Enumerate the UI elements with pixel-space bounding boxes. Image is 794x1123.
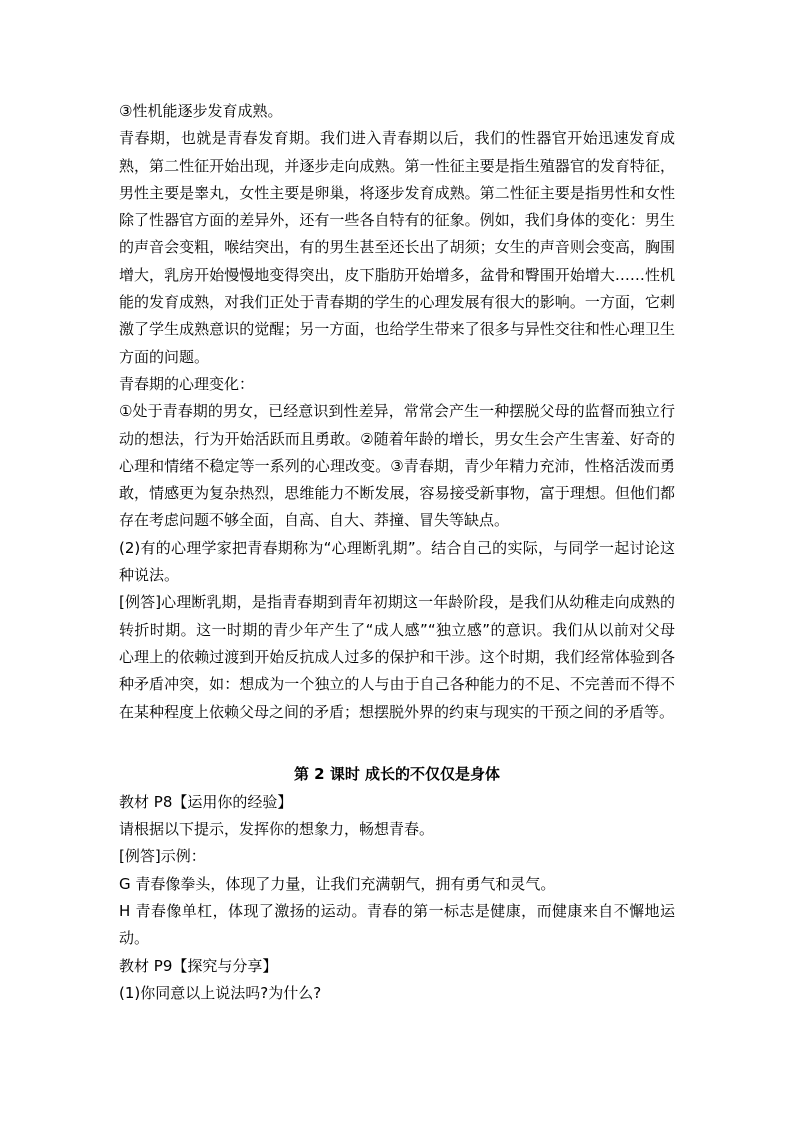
- paragraph: 青春期的心理变化：: [119, 374, 255, 393]
- paragraph: ①处于青春期的男女，已经意识到性差异，常常会产生一种摆脱父母的监督而独立行动的想法，行为开始活跃而且勇敢。②随着年龄的增长，男女生会产生害羞、好奇的心理和情绪不稳定等一系列的心理改变。③青春期，青少年精力充沛，性格活泼而勇敢，情感更为复杂热烈，思维能力不断发展，容易接受新事物，富于理想。但他们都存在考虑问题不够全面，自高、自大、莽撞、冒失等缺点。: [119, 402, 675, 530]
- paragraph: (1)你同意以上说法吗?为什么?: [119, 983, 322, 1002]
- paragraph: H 青春像单杠，体现了激扬的运动。青春的第一标志是健康，而健康来自不懈地运动。: [119, 902, 675, 948]
- paragraph: ③性机能逐步发育成熟。: [119, 102, 283, 120]
- paragraph: 教材 P8【运用你的经验】: [119, 792, 293, 811]
- paragraph: 请根据以下提示，发挥你的想象力，畅想青春。: [119, 820, 435, 839]
- paragraph: [例答]心理断乳期，是指青春期到青年初期这一年龄阶段，是我们从幼稚走向成熟的转折时期。这一时期的青少年产生了“成人感”“独立感”的意识。我们从以前对父母心理上的依赖过渡到开始反抗成人过多的保护和干涉。这个时期，我们经常体验到各种矛盾冲突，如：想成为一个独立的人与由于自己各种能力的不足、不完善而不得不在某种程度上依赖父母之间的矛盾；想摆脱外界的约束与现实的干预之间的矛盾等。: [119, 593, 675, 721]
- paragraph: G 青春像拳头，体现了力量，让我们充满朝气，拥有勇气和灵气。: [119, 874, 556, 893]
- section-gap: [119, 726, 675, 753]
- paragraph: (2)有的心理学家把青春期称为“心理断乳期”。结合自己的实际，与同学一起讨论这种说法。: [119, 538, 675, 585]
- paragraph: 教材 P9【探究与分享】: [119, 956, 278, 975]
- paragraph: [例答]示例：: [119, 847, 206, 866]
- section-heading: 第 2 课时 成长的不仅仅是身体: [293, 764, 501, 783]
- page-content: [119, 98, 675, 1007]
- paragraph: 青春期，也就是青春发育期。我们进入青春期以后，我们的性器官开始迅速发育成熟，第二性征开始出现，并逐步走向成熟。第一性征主要是指生殖器官的发育特征，男性主要是睾丸，女性主要是卵巢，将逐步发育成熟。第二性征主要是指男性和女性除了性器官方面的差异外，还有一些各自特有的征象。例如，我们身体的变化：男生的声音会变粗，喉结突出，有的男生甚至还长出了胡须；女生的声音则会变高，胸围增大，乳房开始慢慢地变得突出，皮下脂肪开始增多，盆骨和臀围开始增大……性机能的发育成熟，对我们正处于青春期的学生的心理发展有很大的影响。一方面，它刺激了学生成熟意识的觉醒；另一方面，也给学生带来了很多与异性交往和性心理卫生方面的问题。: [119, 129, 675, 366]
